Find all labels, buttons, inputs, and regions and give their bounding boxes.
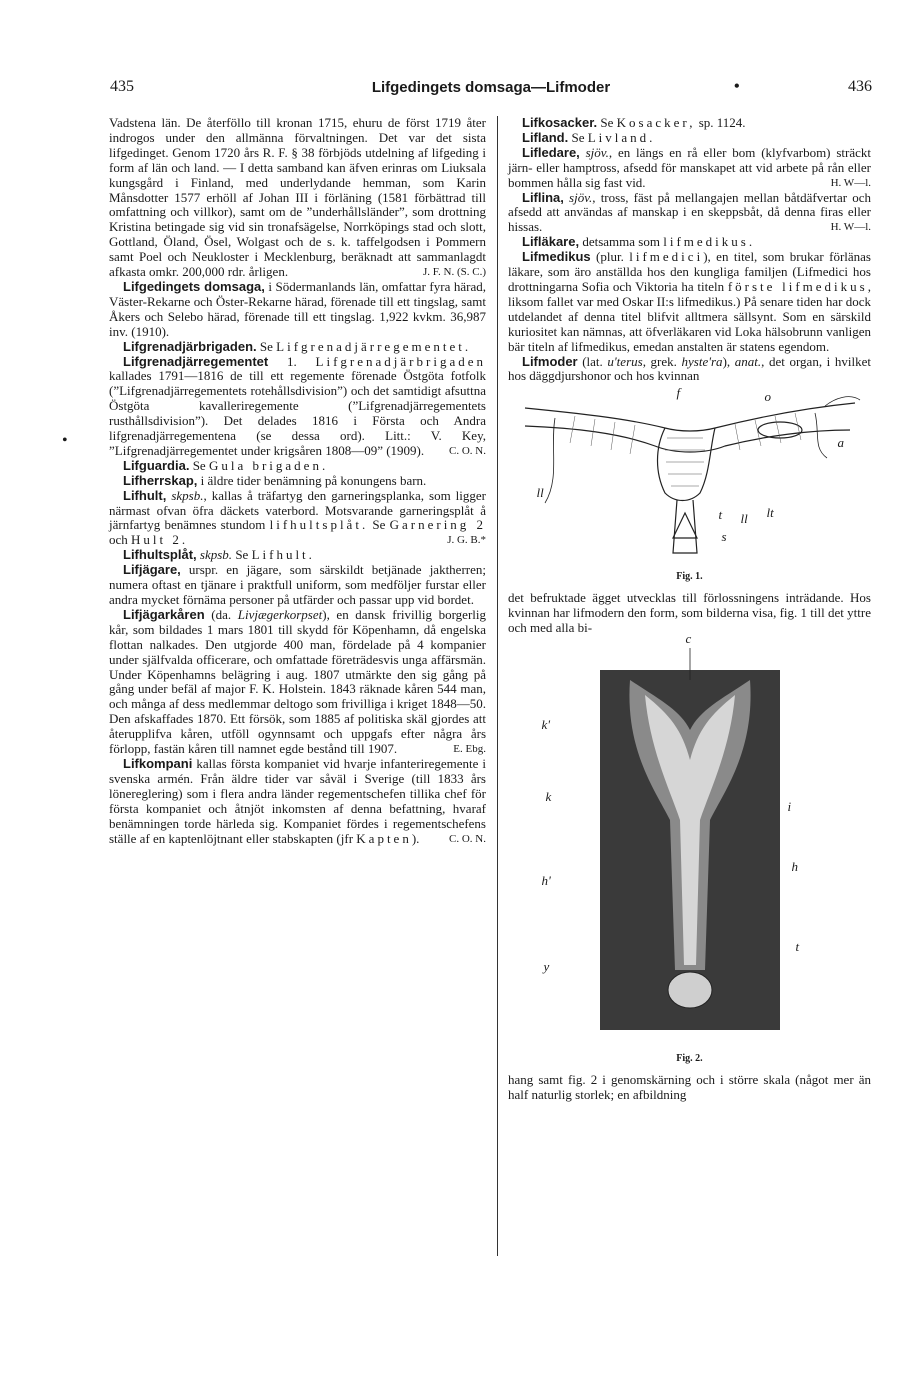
signature: E. Ebg. bbox=[453, 743, 486, 756]
figure-label: k bbox=[545, 788, 552, 804]
signature: J. F. N. (S. C.) bbox=[423, 266, 486, 279]
headword: Liflina, bbox=[522, 189, 564, 205]
headword: Lifguardia. bbox=[123, 457, 190, 473]
headword: Lifmedikus bbox=[522, 249, 591, 265]
margin-bullet: • bbox=[62, 432, 68, 449]
cross-reference: lifmedici bbox=[629, 249, 704, 265]
figure-label: ll bbox=[536, 485, 544, 501]
entry-lifhult: Lifhult, skpsb., kallas å träfartyg den garneringsplanka, som ligger närmast ofvan öfra däckets vaterbord. Motsvarande garneringsplåt å järnfartyg benämnes stundom lifhultsplåt. Se Garnering 2 och Hult 2. J. G. B.* bbox=[109, 487, 487, 548]
entry-lifgrenadjarregementet: Lifgrenadjärregementet 1. Lifgrenadjärbrigaden kallades 1791—1816 de till ett regemente förenade Östgöta fotfolk (”Lifgrenadjärregementets rotehållsdivision”) och det samtidigt afsuttna Östgöta kavalleriregemente (”Lifgrenadjärregementets rusthållsdivision”). Det delades 1816 i Första och Andra lifgrenadjärregementena (se dessa ord). Litt.: V. Key, ”Lifgrenadjärregementet under krigsåren 1808—09” (1909). C. O. N. bbox=[109, 353, 486, 458]
entry-lifherrskap: Lifherrskap, i äldre tider benämning på konungens barn. bbox=[123, 472, 427, 488]
figure-label: t bbox=[718, 507, 723, 523]
entry-continuation: hang samt fig. 2 i genomskärning och i större skala (något mer än half naturlig storlek; en afbildning bbox=[508, 1071, 871, 1102]
cross-reference: Lifgrenadjärregementet. bbox=[276, 338, 472, 354]
cross-reference: Lifgrenadjärbrigaden bbox=[315, 353, 486, 369]
cross-reference: Kosacker, bbox=[616, 115, 696, 130]
figure-label: i bbox=[787, 798, 792, 814]
entry-lifland: Lifland. Se Livland. bbox=[522, 129, 656, 145]
cross-reference: förste lifmedikus bbox=[727, 278, 868, 294]
figure-label: a bbox=[837, 435, 844, 451]
headword: Lifmoder bbox=[522, 353, 578, 369]
figure-label: ll bbox=[740, 511, 748, 527]
entry-continuation: Vadstena län. De återföllo till kronan 1715, ehuru de först 1719 åter indrogos under den allmänna förvaltningen. Det var det sista lifgedinget. Genom 1720 års R. F. § 38 förbjöds utdelning af lifgeding i form af län och land. — I detta samband kan äfven erinras om Liuksala kungsgård i Finland, med underlydande hemman, som Karin Månsdotter 1577 erhöll af Johan III i förläning (1581 förbättrad till omfattning och villkor), samt om de ”underhållsländer”, som drottning Kristina betingade sig vid sin tronafsägelse, Norrköpings stad och slott, Gottland, Öland, Ösel, Wolgast och de s. k. taffelgodsen i Pommern samt Poel och Neukloster i Mecklenburg, beräknadt att sammanlagdt afkasta omkr. 200,000 rdr. årligen. J. F. N. (S. C.) bbox=[109, 115, 486, 280]
headword: Lifjägarkåren bbox=[123, 606, 205, 622]
signature: C. O. N. bbox=[449, 832, 486, 845]
headword: Lifläkare, bbox=[522, 234, 580, 250]
entry-lifkompani: Lifkompani kallas första kompaniet vid hvarje infanteriregemente i svenska armén. Från äldre tider var såväl i Sverige (till 1833 års lönereglering) som i flera andra länder regementschefen tillika chef för första kompaniet och åtnjöt inkomsten af denna befattning, hvaraf benämningen torde härleda sig. Kompaniet fördes i regementschefens ställe af en kaptenlöjtnant eller stabskapten (jfr Kapten). C. O. N. bbox=[109, 755, 486, 846]
cross-reference: Livland. bbox=[587, 129, 656, 145]
page-number-left: 435 bbox=[110, 78, 134, 95]
headword: Lifgrenadjärregementet bbox=[123, 353, 269, 369]
entry-lifjagare: Lifjägare, urspr. en jägare, som särskildt betjänade jaktherren; numera oftast en tjänare i praktfull uniform, som medföljer furstar eller andra mycket förnäma personer på utfärder och passar upp vid bordet. bbox=[109, 562, 486, 607]
figure-1-caption: Fig. 1. bbox=[676, 571, 703, 583]
column-rule bbox=[497, 116, 498, 1256]
entry-lifledare: Lifledare, sjöv., en längs en rå eller bom (klyfvarbom) sträckt järn- eller hamptross, afsedd för manskapet att vid arbete på rån eller bommen hålla sig fast vid. H. W—l. bbox=[508, 144, 871, 190]
headword: Lifhult, bbox=[123, 487, 167, 503]
cross-reference: Garnering 2 bbox=[389, 517, 487, 533]
left-column bbox=[109, 116, 486, 1256]
entry-liflakare: Lifläkare, detsamma som lifmedikus. bbox=[522, 234, 756, 250]
page-header bbox=[110, 78, 872, 100]
figure-1-uterus-exterior bbox=[515, 385, 865, 568]
figure-label: o bbox=[764, 389, 771, 405]
page-number-right: 436 bbox=[848, 78, 872, 95]
entry-lifkosacker: Lifkosacker. Se Kosacker, sp. 1124. bbox=[522, 115, 746, 130]
headword: Lifgedingets domsaga, bbox=[123, 278, 265, 294]
figure-label: h' bbox=[541, 872, 551, 888]
uterus-exterior-illustration bbox=[515, 385, 865, 568]
headword: Lifland. bbox=[522, 129, 569, 145]
signature: C. O. N. bbox=[449, 444, 486, 457]
figure-label: y bbox=[543, 958, 550, 974]
figure-label: lt bbox=[766, 505, 774, 521]
entry-lifjagarkaren: Lifjägarkåren (da. Livjægerkorpset), en dansk frivillig borgerlig kår, som bildades 1 mars 1801 till skydd för Köpenhamn, då engelska flottan nalkades. Den utgjorde 400 man, fördelade på 4 kompanier under själfvalda officerare, och omfattade företrädesvis unga affärsmän. Under Köpenhamns belägring i aug. 1807 utmärkte den sig gång på gång under befäl af major F. K. Holstein. 1843 räknade kåren 544 man, och många af dess medlemmar deltogo som frivilliga i kriget 1848—50. Den afskaffades 1870. Ett försök, som 1885 af politiska skäl gjordes att återupplifva kåren, utföll ogynnsamt och uppgafs efter några års förlopp, fastän kåren till namnet egde bestånd till 1907. E. Ebg. bbox=[109, 606, 486, 757]
cross-reference: lifmedikus. bbox=[663, 234, 756, 250]
entry-liflina: Liflina, sjöv., tross, fäst på mellangajen mellan båtdäfvertar och afsedd att användas af manskap i en skeppsbåt, då denna firas eller hissas. H. W—l. bbox=[508, 189, 871, 235]
entry-lifmoder: Lifmoder (lat. u'terus, grek. hyste'ra), anat., det organ, i hvilket hos däggdjurshonor och hos kvinnan bbox=[508, 353, 871, 384]
headword: Lifkosacker. bbox=[522, 115, 598, 130]
figure-label: t bbox=[795, 938, 800, 954]
headword: Lifgrenadjärbrigaden. bbox=[123, 338, 257, 354]
header-dot: • bbox=[734, 78, 740, 95]
cross-reference: Lifhult. bbox=[251, 547, 315, 563]
figure-2-uterus-section bbox=[541, 630, 820, 1050]
cross-reference: Hult 2. bbox=[131, 532, 189, 548]
figure-label: k' bbox=[541, 716, 551, 732]
signature: J. G. B.* bbox=[447, 534, 486, 547]
figure-label: f bbox=[676, 385, 681, 401]
cross-reference: lifhultsplåt. bbox=[269, 517, 369, 533]
headword: Lifjägare, bbox=[123, 562, 181, 578]
signature: H. W—l. bbox=[830, 176, 871, 189]
uterus-section-illustration bbox=[560, 640, 820, 1050]
right-column bbox=[508, 116, 871, 1103]
entry-lifguardia: Lifguardia. Se Gula brigaden. bbox=[123, 457, 329, 473]
cross-reference: Gula brigaden. bbox=[208, 457, 329, 473]
running-title: Lifgedingets domsaga—Lifmoder bbox=[371, 79, 611, 96]
entry-lifgedingets-domsaga: Lifgedingets domsaga, i Södermanlands län, omfattar fyra härad, Väster-Rekarne och Öster-Rekarne härad, förenade till ett tingslag, samt Åkers och Selebo härad, förenade till ett tingslag. 1,922 kvkm. 36,987 inv. (1910). bbox=[109, 278, 486, 339]
figure-label: h bbox=[791, 858, 798, 874]
headword: Lifherrskap, bbox=[123, 472, 198, 488]
signature: H. W—l. bbox=[830, 221, 871, 234]
figure-label: s bbox=[721, 529, 727, 545]
entry-lifmedikus: Lifmedikus (plur. lifmedici), en titel, som brukar förlänas läkare, som äro anställda hos den kungliga familjen (Lifmedici hos drottningarna Sofia och Viktoria ha titeln förste lifmedikus, liksom fallet var med Oskar II:s lifmedikus.) På senare tiden har dock utdelandet af denna titel blifvit alltmera sällsynt. Som en särskild kuriositet kan nämnas, att öfverläkaren vid Loka hälsobrunn vanligen bär titeln af lifmedikus, emedan anstalten är statens egendom. bbox=[508, 249, 871, 354]
entry-lifhultsplat: Lifhultsplåt, skpsb. Se Lifhult. bbox=[123, 547, 315, 563]
cross-reference: Kapten bbox=[356, 830, 412, 846]
entry-lifgrenadjarbrigaden: Lifgrenadjärbrigaden. Se Lifgrenadjärregementet. bbox=[123, 338, 472, 354]
headword: Lifkompani bbox=[123, 755, 193, 771]
figure-2-caption: Fig. 2. bbox=[676, 1052, 703, 1064]
entry-continuation: det befruktade ägget utvecklas till förlossningens inträdande. Hos kvinnan har lifmodern den form, som bilderna visa, fig. 1 till det yttre och med alla bi- bbox=[508, 590, 871, 636]
headword: Lifhultsplåt, bbox=[123, 547, 197, 563]
figure-label: c bbox=[685, 630, 692, 646]
headword: Lifledare, bbox=[522, 144, 580, 160]
